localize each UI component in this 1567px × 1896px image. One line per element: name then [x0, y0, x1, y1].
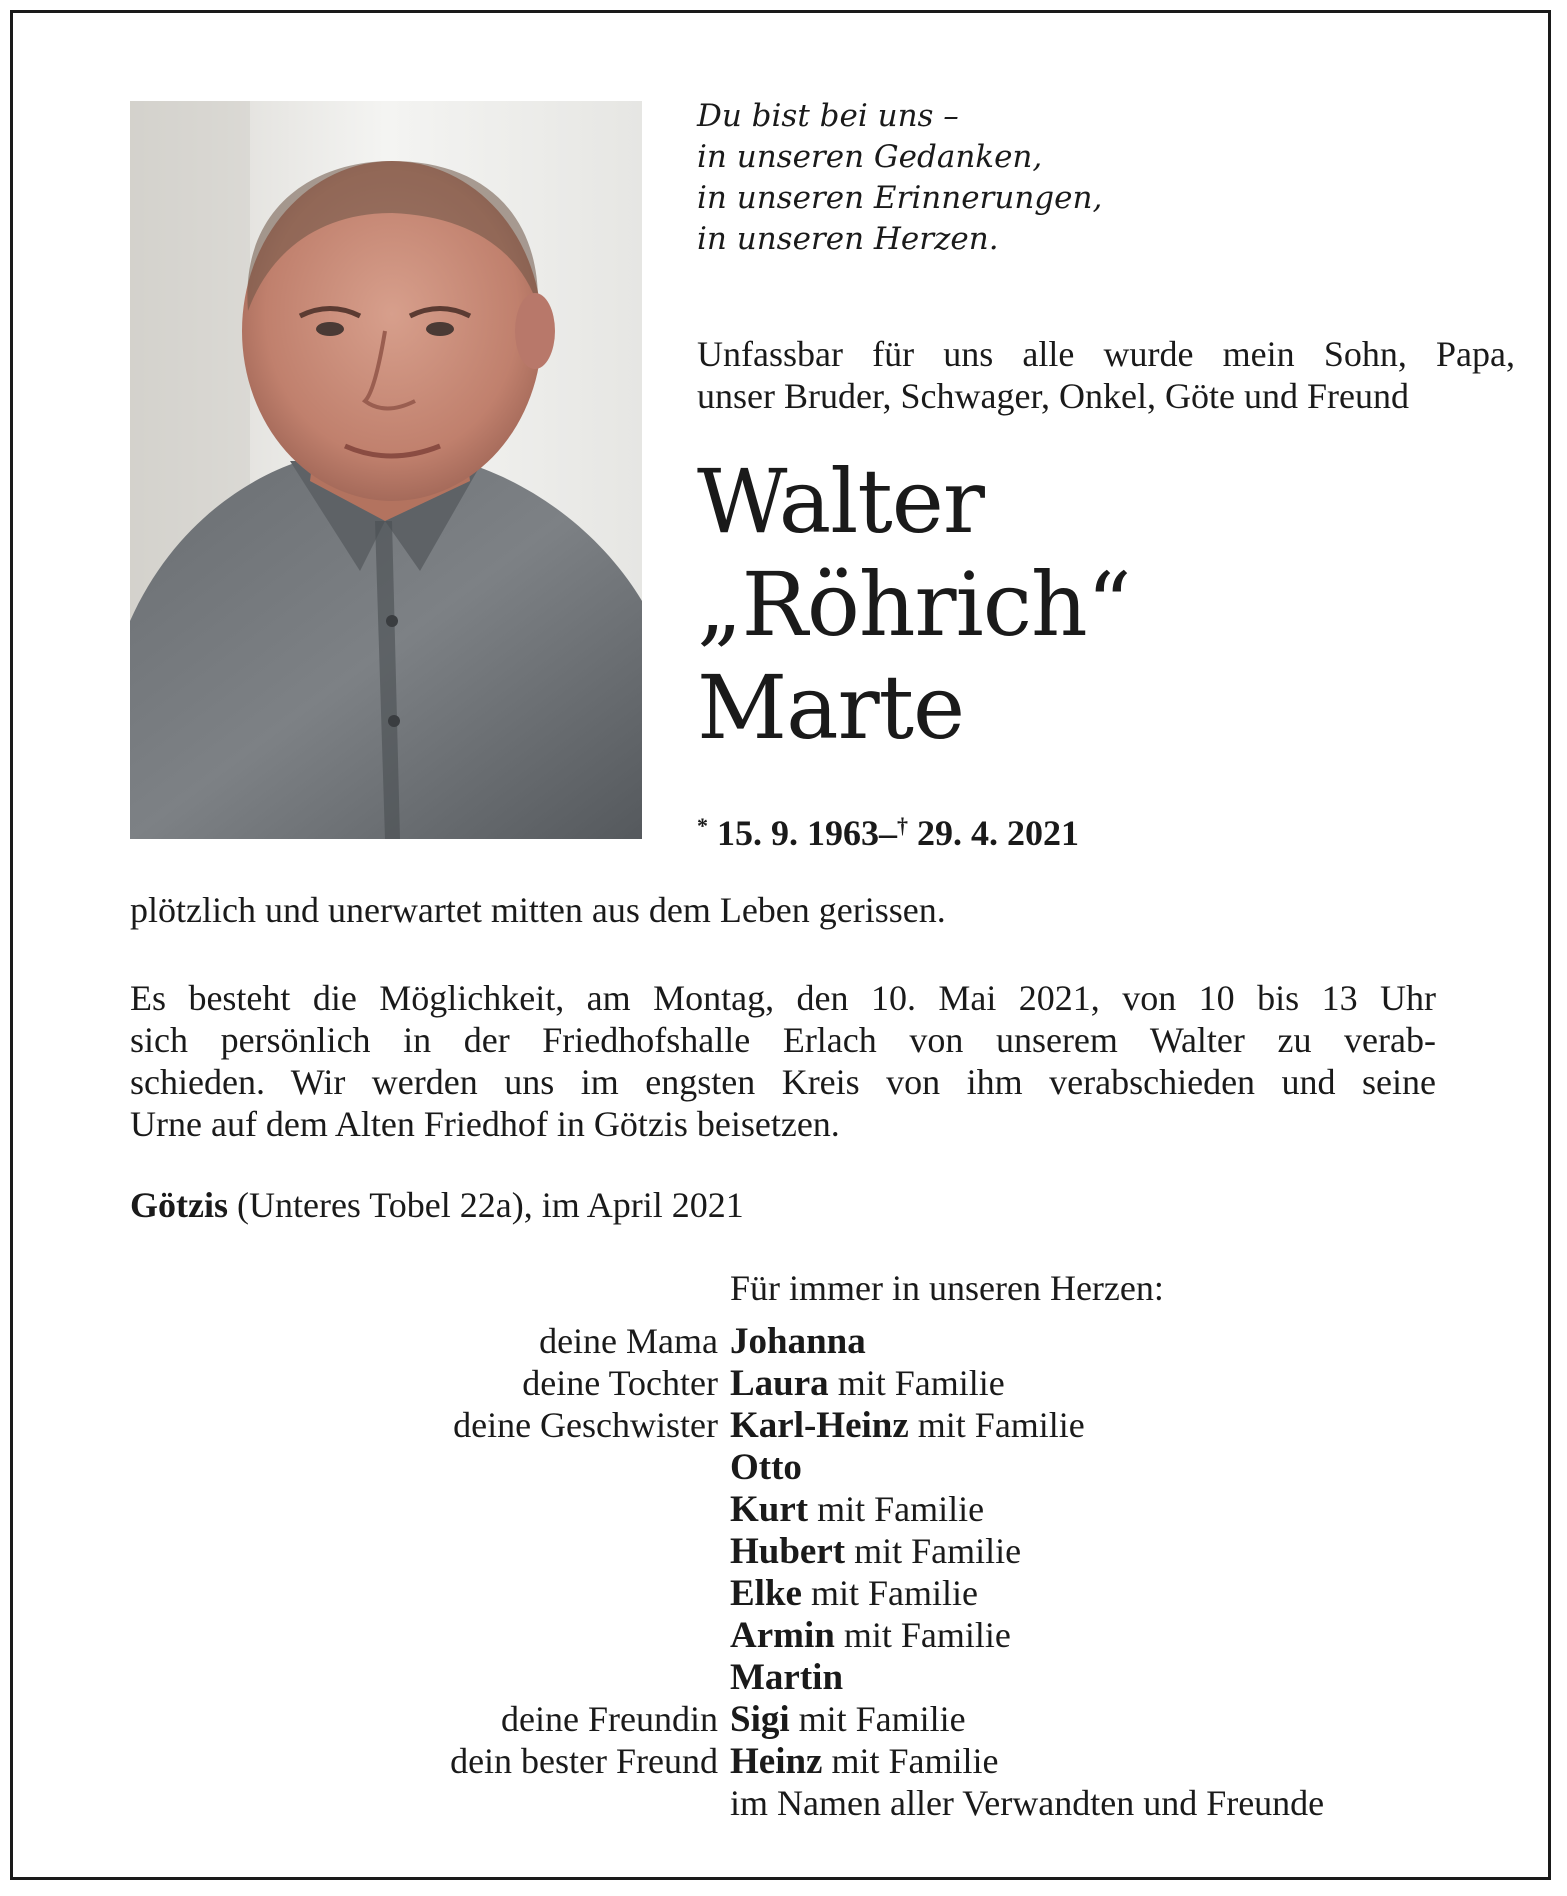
death-symbol: †	[897, 813, 908, 838]
mourners-list	[100, 1320, 1530, 1824]
mourner-first-name: Laura	[730, 1363, 829, 1404]
death-date: 29. 4. 2021	[917, 813, 1079, 853]
intro-text	[697, 333, 1515, 417]
paragraph-sudden: plötzlich und unerwartet mitten aus dem Leben gerissen.	[130, 890, 946, 930]
mourner-name	[730, 1530, 1021, 1572]
life-dates	[697, 806, 1079, 853]
mourner-name	[730, 1404, 1085, 1446]
mourner-relation	[100, 1488, 730, 1530]
mourner-row	[100, 1656, 1530, 1698]
poem-quote	[697, 96, 1102, 260]
mourner-row	[100, 1530, 1530, 1572]
mourner-first-name: Johanna	[730, 1321, 866, 1362]
portrait-photo	[130, 101, 642, 839]
mourner-row	[100, 1614, 1530, 1656]
poem-line: Du bist bei uns –	[697, 98, 959, 134]
mourner-first-name: Sigi	[730, 1699, 790, 1740]
nickname: „Röhrich“	[697, 553, 1131, 656]
mourner-row	[100, 1404, 1530, 1446]
paragraph-farewell	[130, 977, 1436, 1145]
mourner-name	[730, 1320, 866, 1362]
mourner-suffix: mit Familie	[908, 1405, 1085, 1445]
intro-line: unser Bruder, Schwager, Onkel, Göte und Freund	[697, 376, 1409, 416]
mourner-relation	[100, 1782, 730, 1824]
mourner-suffix: mit Familie	[845, 1531, 1022, 1571]
mourner-name	[730, 1446, 802, 1488]
mourner-suffix: mit Familie	[828, 1363, 1005, 1403]
mourner-relation: deine Geschwister	[453, 1405, 718, 1445]
mourner-first-name: Kurt	[730, 1489, 809, 1530]
mourner-row	[100, 1782, 1530, 1824]
mourner-relation	[100, 1572, 730, 1614]
mourner-row	[100, 1362, 1530, 1404]
mourner-first-name: Martin	[730, 1657, 844, 1698]
mourner-first-name: Karl-Heinz	[730, 1405, 909, 1446]
mourner-row	[100, 1488, 1530, 1530]
mourner-relation: dein bester Freund	[450, 1741, 718, 1781]
mourner-suffix: mit Familie	[834, 1615, 1011, 1655]
mourner-name	[730, 1698, 966, 1740]
mourner-first-name: Armin	[730, 1615, 835, 1656]
mourner-first-name: Heinz	[730, 1741, 823, 1782]
mourner-relation: deine Mama	[539, 1321, 718, 1361]
last-name: Marte	[697, 656, 965, 759]
place-detail: (Unteres Tobel 22a), im April 2021	[227, 1185, 744, 1225]
farewell-line: Es besteht die Möglichkeit, am Montag, den 10. Mai 2021, von 10 bis 13 Uhr	[130, 978, 1436, 1018]
mourner-first-name: Hubert	[730, 1531, 846, 1572]
mourner-name	[730, 1488, 984, 1530]
birth-date: 15. 9. 1963	[717, 813, 879, 853]
mourner-first-name: Otto	[730, 1447, 802, 1488]
date-separator: –	[879, 813, 897, 853]
mourner-relation	[100, 1614, 730, 1656]
farewell-line: Urne auf dem Alten Friedhof in Götzis beisetzen.	[130, 1104, 840, 1144]
mourner-suffix: mit Familie	[808, 1489, 985, 1529]
mourners-heading: Für immer in unseren Herzen:	[730, 1268, 1164, 1308]
place-name: Götzis	[130, 1185, 228, 1225]
mourner-suffix: mit Familie	[789, 1699, 966, 1739]
mourner-name	[730, 1782, 1324, 1824]
mourner-suffix: mit Familie	[801, 1573, 978, 1613]
poem-line: in unseren Gedanken,	[697, 139, 1043, 175]
mourner-name	[730, 1614, 1011, 1656]
mourner-first-name: Elke	[730, 1573, 802, 1614]
mourner-row	[100, 1740, 1530, 1782]
farewell-line: sich persönlich in der Friedhofshalle Erlach von unserem Walter zu verab-	[130, 1020, 1436, 1060]
mourner-relation	[100, 1656, 730, 1698]
mourner-name	[730, 1740, 998, 1782]
mourner-name	[730, 1656, 843, 1698]
place-and-date	[130, 1184, 1436, 1226]
mourner-row	[100, 1698, 1530, 1740]
mourner-row	[100, 1320, 1530, 1362]
mourner-name	[730, 1362, 1005, 1404]
deceased-name	[697, 450, 1131, 759]
mourner-relation: deine Tochter	[522, 1363, 718, 1403]
mourner-suffix: mit Familie	[822, 1741, 999, 1781]
intro-line: Unfassbar für uns alle wurde mein Sohn, Papa,	[697, 334, 1515, 374]
birth-symbol: *	[697, 813, 708, 838]
mourner-row	[100, 1446, 1530, 1488]
poem-line: in unseren Herzen.	[697, 221, 999, 257]
mourner-name	[730, 1572, 978, 1614]
mourner-relation	[100, 1446, 730, 1488]
farewell-line: schieden. Wir werden uns im engsten Kreis von ihm verabschieden und seine	[130, 1062, 1436, 1102]
mourner-relation: deine Freundin	[501, 1699, 718, 1739]
mourner-relation	[100, 1530, 730, 1572]
first-name: Walter	[697, 450, 984, 553]
mourner-row	[100, 1572, 1530, 1614]
mourner-suffix: im Namen aller Verwandten und Freunde	[730, 1783, 1325, 1823]
poem-line: in unseren Erinnerungen,	[697, 180, 1103, 216]
